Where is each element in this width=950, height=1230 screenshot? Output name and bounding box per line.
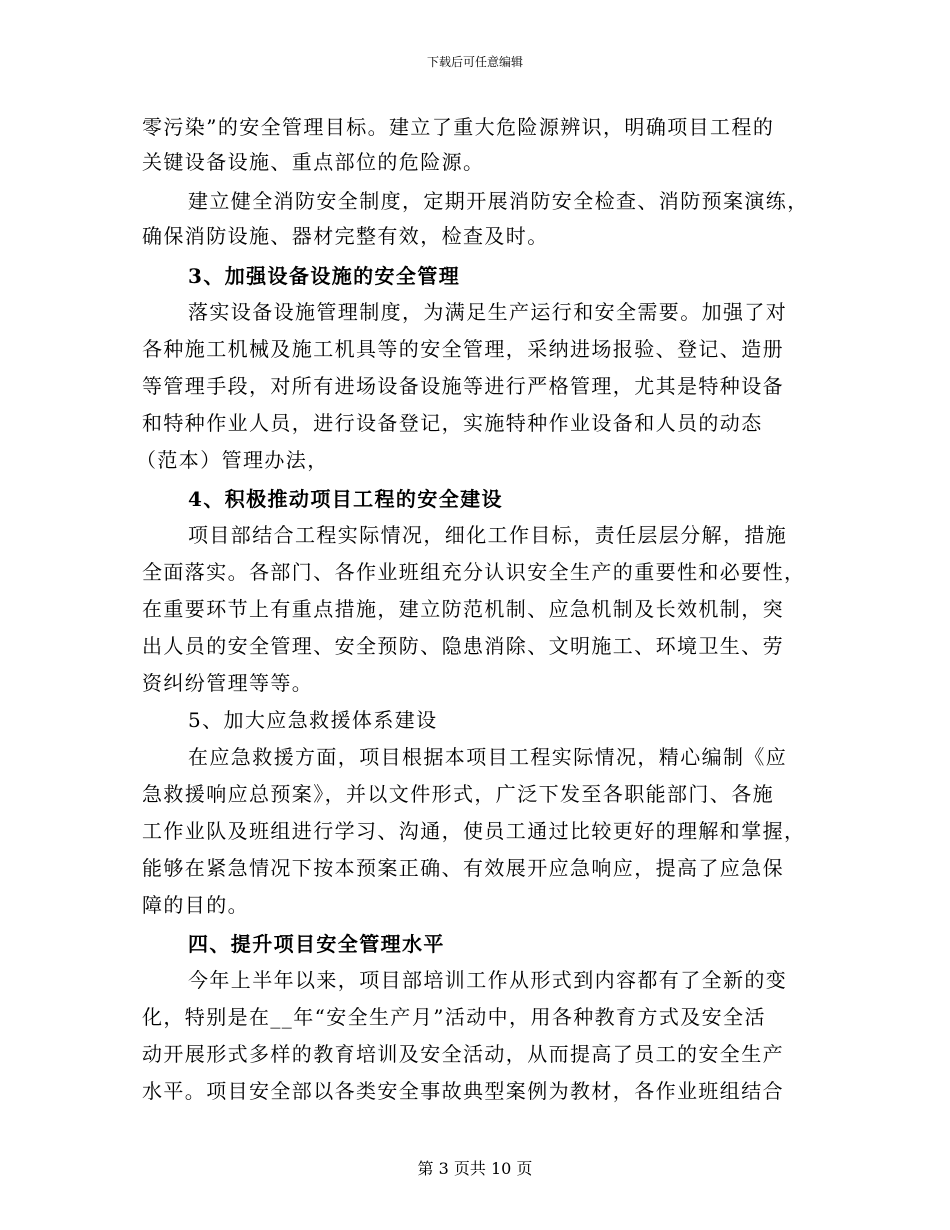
body-line: 零污染”的安全管理目标。建立了重大危险源辨识，明确项目工程的 [142,115,775,139]
body-line: 各种施工机械及施工机具等的安全管理，采纳进场报验、登记、造册 [142,337,784,361]
body-line: 关键设备设施、重点部位的危险源。 [142,150,485,174]
body-line: 资纠纷管理等等。 [142,671,314,695]
body-line: 落实设备设施管理制度，为满足生产运行和安全需要。加强了对 [188,300,788,324]
body-line: 在应急救援方面，项目根据本项目工程实际情况，精心编制《应 [188,745,788,769]
body-line: 等管理手段，对所有进场设备设施等进行严格管理，尤其是特种设备 [142,374,784,398]
body-line: 今年上半年以来，项目部培训工作从形式到内容都有了全新的变 [188,968,788,992]
section-heading: 四、提升项目安全管理水平 [188,932,445,956]
page-footer: 第 3 页共 10 页 [417,1159,533,1178]
body-line: （范本）管理办法， [136,448,329,472]
body-line: 全面落实。各部门、各作业班组充分认识安全生产的重要性和必要性， [142,560,806,584]
body-line: 动开展形式多样的教育培训及安全活动，从而提高了员工的安全生产 [142,1042,784,1066]
page-header: 下载后可任意编辑 [426,55,523,69]
body-line: 工作业队及班组进行学习、沟通，使员工通过比较更好的理解和掌握， [142,819,806,843]
body-line: 在重要环节上有重点措施，建立防范机制、应急机制及长效机制，突 [142,597,784,621]
body-line: 出人员的安全管理、安全预防、隐患消除、文明施工、环境卫生、劳 [142,634,784,658]
body-line: 能够在紧急情况下按本预案正确、有效展开应急响应，提高了应急保 [142,856,784,880]
body-line: 化，特别是在__年“安全生产月”活动中，用各种教育方式及安全活 [142,1005,766,1029]
section-heading-plain: 5、加大应急救援体系建设 [188,708,438,732]
body-line: 项目部结合工程实际情况，细化工作目标，责任层层分解，措施 [188,523,788,547]
body-line: 急救援响应总预案》，并以文件形式，广泛下发至各职能部门、各施 [142,782,774,806]
body-line: 确保消防设施、器材完整有效，检查及时。 [142,224,549,248]
section-heading: 4、积极推动项目工程的安全建设 [188,487,503,511]
body-line: 水平。项目安全部以各类安全事故典型案例为教材，各作业班组结合 [142,1079,784,1103]
body-line: 建立健全消防安全制度，定期开展消防安全检查、消防预案演练， [188,189,809,213]
body-line: 障的目的。 [142,893,249,917]
body-line: 和特种作业人员，进行设备登记，实施特种作业设备和人员的动态 [142,411,763,435]
section-heading: 3、加强设备设施的安全管理 [188,264,461,288]
